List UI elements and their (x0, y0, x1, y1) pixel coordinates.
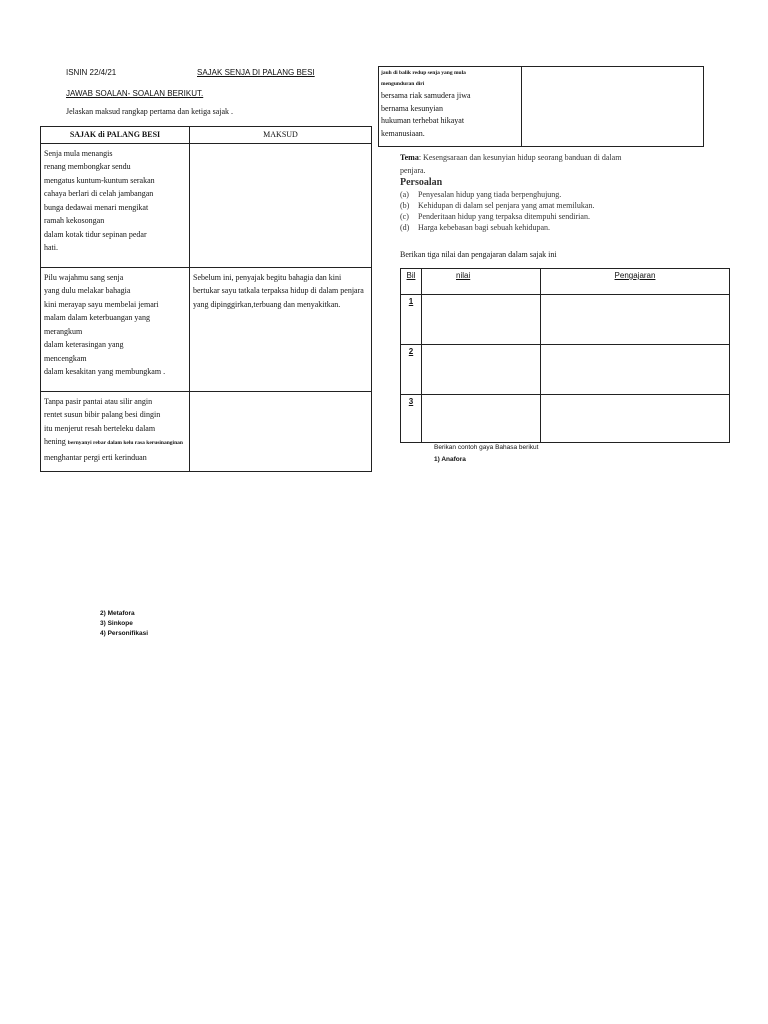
stanza-line: mencengkam (44, 353, 87, 363)
pengajaran-cell-3[interactable] (541, 395, 730, 443)
pengajaran-cell-2[interactable] (541, 345, 730, 395)
stanza-small-text: bernyanyi rebar dalam kelu rasa kerusinanginan (67, 440, 183, 446)
stanza-continuation-cell (379, 67, 522, 147)
instruction-text: Jelaskan maksud rangkap pertama dan ketiga sajak . (66, 107, 234, 116)
meaning-1-cell[interactable] (190, 143, 372, 267)
pengajaran-header: Pengajaran (541, 269, 730, 295)
stanza-small-line: jauh di balik redup senja yang mula (381, 70, 466, 76)
stanza-line: kemanusiaan. (381, 128, 425, 138)
row-number: 3 (401, 395, 422, 443)
stanza-line: bersama riak samudera jiwa (381, 91, 471, 100)
stanza-1-cell (41, 143, 190, 267)
instruction-heading: JAWAB SOALAN- SOALAN BERIKUT. (66, 89, 204, 98)
persoalan-item: (a) Penyesalan hidup yang tiada berpenghujung. (400, 190, 562, 199)
persoalan-list (400, 189, 594, 233)
tema-text: : Kesengsaraan dan kesunyian hidup seorang banduan di dalam (418, 153, 622, 162)
stanza-line: cahaya berlari di celah jambangan (44, 189, 154, 198)
poem-column-header: SAJAK di PALANG BESI (41, 127, 190, 144)
stanza-line: bunga dedawai menari mengikat (44, 202, 149, 212)
meaning-3-cell[interactable] (190, 391, 372, 471)
bil-header: Bil (401, 269, 422, 295)
stanza-line: Senja mula menangis (44, 148, 113, 158)
stanza-line: renang membongkar sendu (44, 162, 131, 171)
poem-meaning-table (40, 126, 372, 472)
gaya-list (100, 609, 148, 639)
stanza-line: itu menjerut resah berteleku dalam (44, 423, 156, 433)
stanza-line: yang dulu melakar bahagia (44, 286, 131, 295)
gaya-instruction: Berikan contoh gaya Bahasa berikut (434, 444, 539, 451)
stanza-line: dalam kesakitan yang membungkam . (44, 367, 166, 376)
pengajaran-cell-1[interactable] (541, 295, 730, 345)
stanza-line: bernama kesunyian (381, 103, 443, 113)
persoalan-item: (b) Kehidupan di dalam sel penjara yang amat memilukan. (400, 201, 595, 210)
gaya-item-personifikasi: 4) Personifikasi (100, 630, 149, 637)
document-title: SAJAK SENJA DI PALANG BESI (197, 68, 315, 77)
nilai-cell-3[interactable] (422, 395, 541, 443)
meaning-column-header: MAKSUD (190, 127, 372, 144)
persoalan-heading: Persoalan (400, 177, 443, 188)
tema-block (400, 151, 710, 177)
stanza-3-cell (41, 391, 190, 471)
date-label: ISNIN 22/4/21 (66, 68, 117, 77)
nilai-cell-1[interactable] (422, 295, 541, 345)
stanza-line: Tanpa pasir pantai atau silir angin (44, 396, 153, 406)
nilai-cell-2[interactable] (422, 345, 541, 395)
stanza-line: dalam kotak tidur sepinan pedar (44, 229, 147, 239)
nilai-pengajaran-table (400, 268, 730, 443)
stanza-line: hening (44, 437, 66, 446)
gaya-item-anafora: 1) Anafora (434, 456, 466, 463)
stanza-line: malam dalam keterbuangan yang (44, 313, 150, 322)
stanza-line: mengatus kuntum-kuntum serakan (44, 175, 155, 185)
tema-text-continuation: penjara. (400, 166, 426, 175)
stanza-line: merangkum (44, 326, 83, 336)
persoalan-item: (c) Penderitaan hidup yang terpaksa ditempuhi sendirian. (400, 212, 590, 221)
row-number: 1 (401, 295, 422, 345)
stanza-small-line: mengunduran diri (381, 81, 425, 87)
tema-label: Tema (400, 153, 419, 162)
nilai-header: nilai (422, 269, 541, 295)
row-number: 2 (401, 345, 422, 395)
stanza-line: rentet susun bibir palang besi dingin (44, 410, 161, 419)
stanza-continuation-table (378, 66, 704, 147)
stanza-line: hukuman terhebat hikayat (381, 116, 465, 125)
persoalan-item: (d) Harga kebebasan bagi sebuah kehidupan. (400, 223, 551, 232)
stanza-line: kini merayap sayu membelai jemari (44, 299, 159, 309)
stanza-line: hati. (44, 243, 58, 252)
meaning-2-cell[interactable]: Sebelum ini, penyajak begitu bahagia dan kini bertukar sayu tatkala terpaksa hidup di dalam penjara yang dipinggirkan,terbuang dan menyakitkan. (190, 267, 372, 391)
stanza-line: dalam keterasingan yang (44, 340, 124, 349)
gaya-item-metafora: 2) Metafora (100, 610, 135, 617)
stanza-line: Pilu wajahmu sang senja (44, 272, 124, 282)
stanza-line: ramah kekosongan (44, 216, 105, 225)
gaya-item-sinkope: 3) Sinkope (100, 620, 133, 627)
stanza-line: menghantar pergi erti kerinduan (44, 452, 147, 462)
stanza-2-cell (41, 267, 190, 391)
stanza-continuation-meaning-cell[interactable] (522, 67, 704, 147)
nilai-instruction: Berikan tiga nilai dan pengajaran dalam sajak ini (400, 250, 557, 259)
